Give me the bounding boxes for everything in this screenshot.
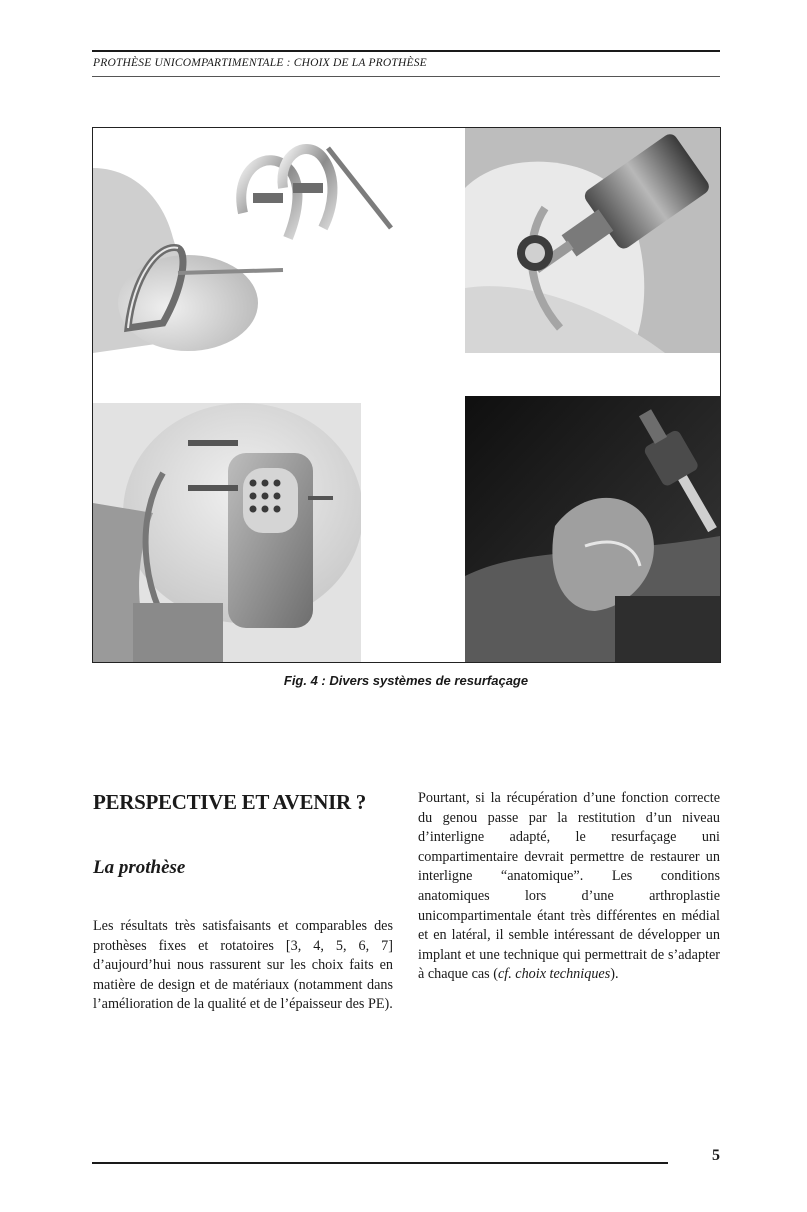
figure-4 <box>92 127 721 663</box>
section-subtitle: La prothèse <box>93 857 186 878</box>
header-rule-bottom <box>92 76 720 77</box>
cross-reference: cf. choix techniques <box>497 966 611 983</box>
column-left <box>93 790 393 1015</box>
figure-panel-bottom-right <box>465 396 720 662</box>
paragraph-right-main: Pourtant, si la récupération d’une fonction correcte du genou passe par la restitution d’un niveau d’interligne adapté, le resurfaçage uni compartimentaire devrait permettre de restaurer un interligne “anatomique”. Les conditions anatomiques lors d’une arthroplastie unicompartimentale étant très différentes en médial et en latéral, il semble intéressant de développer un implant et une technique qui permettrait de s’adapter à chaque cas ( <box>418 790 720 983</box>
page-number: 5 <box>712 1147 720 1164</box>
column-right <box>418 789 720 985</box>
paragraph-left: Les résultats très satisfaisants et comparables des prothèses fixes et rotatoires [3, 4, 5, 6, 7] d’aujourd’hui nous rassurent sur les choix faits en matière de design et de matériaux (notamment dans l’amélioration de la qualité et de l’épaisseur des PE). <box>93 918 393 1013</box>
figure-panel-top-right <box>465 128 720 353</box>
paragraph-right-end: ). <box>610 966 619 983</box>
footer-rule <box>92 1162 668 1164</box>
header-rule-top <box>92 50 720 52</box>
paragraph-right <box>418 789 720 985</box>
section-title: PERSPECTIVE ET AVENIR ? <box>93 790 366 814</box>
figure-caption: Fig. 4 : Divers systèmes de resurfaçage <box>283 673 529 688</box>
running-head: PROTHÈSE UNICOMPARTIMENTALE : CHOIX DE LA PROTHÈSE <box>93 57 427 69</box>
figure-panel-bottom-left <box>93 403 361 662</box>
figure-panel-top-left <box>93 128 393 353</box>
